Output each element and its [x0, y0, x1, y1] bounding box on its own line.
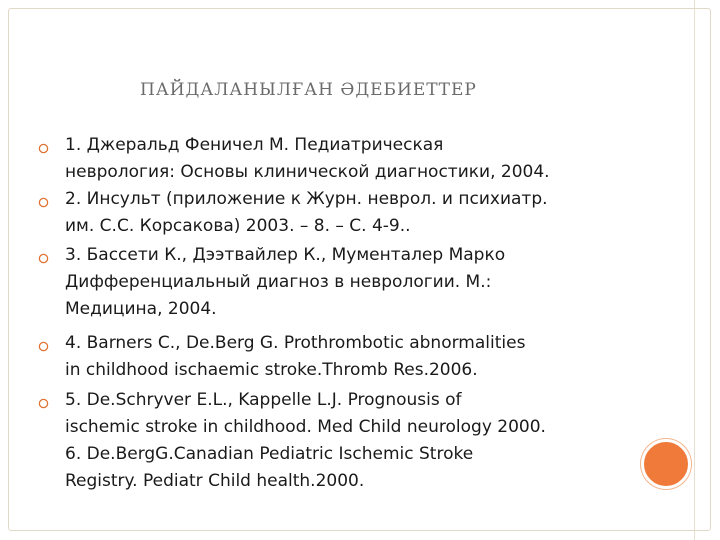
- reference-item-2: 2. Инсульт (приложение к Журн. неврол. и психиатр. им. С.С. Корсакова) 2003. – 8. – С. 4-9..: [65, 189, 548, 236]
- reference-item-5: 5. De.Schryver E.L., Kappelle L.J. Prognousis of ischemic stroke in childhood. Med Child neurology 2000. 6. De.BergG.Canadian Pediatric Ischemic Stroke Registry. Pediatr Child health.2000.: [65, 390, 546, 491]
- open-circle-bullet-icon: [38, 253, 49, 264]
- reference-item-3: 3. Бассети К., Дээтвайлер К., Мументалер Марко Дифференциальный диагноз в неврологии. М.: Медицина, 2004.: [65, 245, 506, 319]
- open-circle-bullet-icon: [38, 197, 49, 208]
- open-circle-bullet-icon: [38, 143, 49, 154]
- open-circle-bullet-icon: [38, 398, 49, 409]
- open-circle-bullet-icon: [38, 341, 49, 352]
- decorative-orange-circle: [641, 439, 691, 489]
- reference-item-1: 1. Джеральд Феничел М. Педиатрическая неврология: Основы клинической диагностики, 2004.: [65, 135, 550, 182]
- slide-title: ПАЙДАЛАНЫЛҒАН ӘДЕБИЕТТЕР: [140, 80, 477, 100]
- decorative-vertical-line: [694, 0, 695, 540]
- reference-item-4: 4. Barners C., De.Berg G. Prothrombotic abnormalities in childhood ischaemic stroke.Thromb Res.2006.: [65, 333, 526, 380]
